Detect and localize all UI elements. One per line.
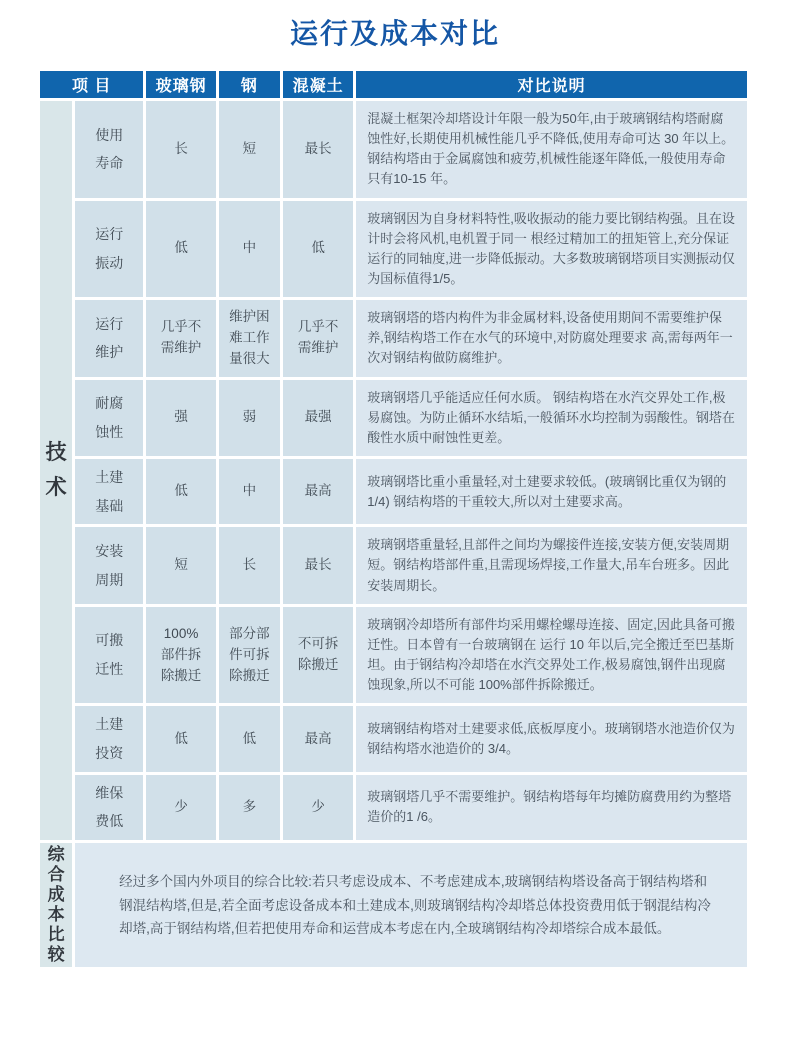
header-concrete: 混凝土 bbox=[283, 71, 353, 98]
row-value-concrete: 少 bbox=[283, 775, 353, 840]
row-value-concrete: 最长 bbox=[283, 527, 353, 603]
header-row bbox=[40, 71, 747, 98]
table-row bbox=[40, 706, 747, 771]
row-value-frp: 几乎不需维护 bbox=[146, 300, 215, 376]
row-item-label: 可搬迁性 bbox=[75, 607, 143, 704]
row-value-concrete: 最强 bbox=[283, 380, 353, 456]
table-row bbox=[40, 101, 747, 198]
row-value-frp: 低 bbox=[146, 459, 215, 524]
row-value-steel: 中 bbox=[219, 459, 280, 524]
comparison-table bbox=[37, 68, 750, 970]
header-steel: 钢 bbox=[219, 71, 280, 98]
row-value-concrete: 低 bbox=[283, 201, 353, 298]
row-value-frp: 长 bbox=[146, 101, 215, 198]
page-title: 运行及成本对比 bbox=[289, 18, 500, 49]
table-row bbox=[40, 607, 747, 704]
row-description: 玻璃钢塔重量轻,且部件之间均为螺接件连接,安装方便,安装周期短。钢结构塔部件重,且需现场焊接,工作量大,吊车台班多。因此安装周期长。 bbox=[356, 527, 747, 603]
row-description: 玻璃钢塔比重小重量轻,对土建要求较低。(玻璃钢比重仅为钢的 1/4) 钢结构塔的干重较大,所以对土建要求高。 bbox=[356, 459, 747, 524]
summary-section bbox=[40, 843, 747, 967]
table-row bbox=[40, 775, 747, 840]
row-item-label: 土建基础 bbox=[75, 459, 143, 524]
row-description: 玻璃钢塔几乎能适应任何水质。 钢结构塔在水汽交界处工作,极易腐蚀。为防止循环水结垢,一般循环水均控制为弱酸性。钢塔在酸性水质中耐蚀性更差。 bbox=[356, 380, 747, 456]
table-body bbox=[40, 101, 747, 840]
row-description: 玻璃钢塔几乎不需要维护。钢结构塔每年均摊防腐费用约为整塔造价的1 /6。 bbox=[356, 775, 747, 840]
row-value-steel: 中 bbox=[219, 201, 280, 298]
row-value-steel: 弱 bbox=[219, 380, 280, 456]
row-description: 玻璃钢结构塔对土建要求低,底板厚度小。玻璃钢塔水池造价仅为钢结构塔水池造价的 3/4。 bbox=[356, 706, 747, 771]
row-value-steel: 长 bbox=[219, 527, 280, 603]
header-item: 项 目 bbox=[40, 71, 143, 98]
bottom-whitespace bbox=[0, 970, 790, 1055]
row-item-label: 运行维护 bbox=[75, 300, 143, 376]
row-description: 玻璃钢因为自身材料特性,吸收振动的能力要比钢结构强。且在设计时会将风机,电机置于同一 根经过精加工的扭矩管上,充分保证运行的同轴度,进一步降低振动。大多数玻璃钢塔项目实测振动仅为国标值得1/5。 bbox=[356, 201, 747, 298]
table-row bbox=[40, 300, 747, 376]
header-comparison: 对比说明 bbox=[356, 71, 747, 98]
table-header bbox=[40, 71, 747, 98]
row-item-label: 耐腐蚀性 bbox=[75, 380, 143, 456]
row-description: 玻璃钢冷却塔所有部件均采用螺栓螺母连接、固定,因此具备可搬迁性。日本曾有一台玻璃钢在 运行 10 年以后,完全搬迁至巴基斯坦。由于钢结构冷却塔在水汽交界处工作,极易腐蚀,钢件出现腐蚀现象,所以不可能 100%部件拆除搬迁。 bbox=[356, 607, 747, 704]
table-row bbox=[40, 380, 747, 456]
row-value-steel: 多 bbox=[219, 775, 280, 840]
row-item-label: 土建投资 bbox=[75, 706, 143, 771]
row-value-steel: 短 bbox=[219, 101, 280, 198]
table-row bbox=[40, 201, 747, 298]
row-item-label: 安装周期 bbox=[75, 527, 143, 603]
summary-row bbox=[40, 843, 747, 967]
row-value-concrete: 几乎不需维护 bbox=[283, 300, 353, 376]
table-row bbox=[40, 527, 747, 603]
row-value-frp: 短 bbox=[146, 527, 215, 603]
comparison-table-wrapper bbox=[37, 68, 790, 970]
group-label-technology: 技术 bbox=[40, 101, 72, 840]
row-item-label: 维保费低 bbox=[75, 775, 143, 840]
row-description: 混凝土框架冷却塔设计年限一般为50年,由于玻璃钢结构塔耐腐蚀性好,长期使用机械性能几乎不降低,使用寿命可达 30 年以上。钢结构塔由于金属腐蚀和疲劳,机械性能逐年降低,一般使用寿命只有10-15 年。 bbox=[356, 101, 747, 198]
row-value-steel: 部分部件可拆除搬迁 bbox=[219, 607, 280, 704]
group-label-cost-summary: 综合成本比较 bbox=[40, 843, 72, 967]
row-value-concrete: 最长 bbox=[283, 101, 353, 198]
row-value-frp: 强 bbox=[146, 380, 215, 456]
row-value-steel: 低 bbox=[219, 706, 280, 771]
table-row bbox=[40, 459, 747, 524]
row-value-frp: 低 bbox=[146, 706, 215, 771]
row-value-concrete: 不可拆除搬迁 bbox=[283, 607, 353, 704]
row-description: 玻璃钢塔的塔内构件为非金属材料,设备使用期间不需要维护保养,钢结构塔工作在水气的环境中,对防腐处理要求 高,需每两年一次对钢结构做防腐维护。 bbox=[356, 300, 747, 376]
header-frp: 玻璃钢 bbox=[146, 71, 215, 98]
row-value-steel: 维护困难工作量很大 bbox=[219, 300, 280, 376]
row-value-concrete: 最高 bbox=[283, 459, 353, 524]
row-value-frp: 低 bbox=[146, 201, 215, 298]
row-item-label: 使用寿命 bbox=[75, 101, 143, 198]
summary-text: 经过多个国内外项目的综合比较:若只考虑设成本、不考虑建成本,玻璃钢结构塔设备高于钢结构塔和钢混结构塔,但是,若全面考虑设备成本和土建成本,则玻璃钢结构冷却塔总体投资费用低于钢混结构冷却塔,高于钢结构塔,但若把使用寿命和运营成本考虑在内,全玻璃钢结构冷却塔综合成本最低。 bbox=[75, 843, 747, 967]
row-item-label: 运行振动 bbox=[75, 201, 143, 298]
row-value-concrete: 最高 bbox=[283, 706, 353, 771]
row-value-frp: 100%部件拆除搬迁 bbox=[146, 607, 215, 704]
row-value-frp: 少 bbox=[146, 775, 215, 840]
